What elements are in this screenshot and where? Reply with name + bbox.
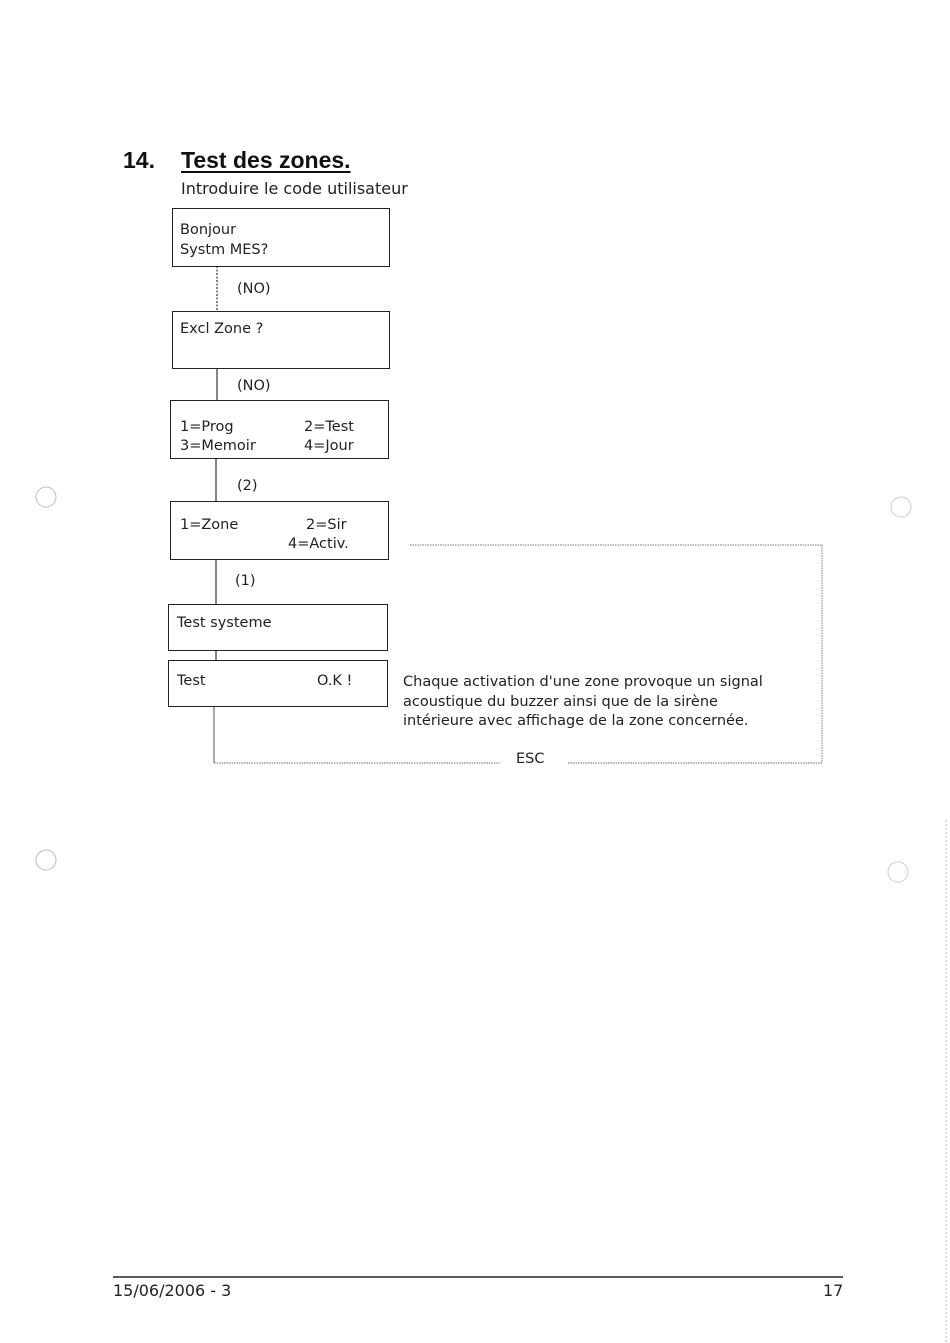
connector-label: (NO) <box>237 281 271 297</box>
intro-text: Introduire le code utilisateur <box>181 179 408 198</box>
lcd-screen-test-menu <box>170 501 389 560</box>
lcd-screen-excl-zone <box>172 311 390 369</box>
lcd-line: Excl Zone ? <box>180 321 264 337</box>
lcd-line: 1=Prog <box>180 419 234 435</box>
lcd-line: Systm MES? <box>180 242 269 258</box>
page-number: 17 <box>823 1281 844 1300</box>
section-number: 14. <box>123 147 155 173</box>
lcd-line: 2=Sir <box>306 517 347 533</box>
lcd-screen-test-ok <box>168 660 388 707</box>
section-title: Test des zones. <box>181 147 351 173</box>
esc-label: ESC <box>516 751 545 767</box>
lcd-screen-main-menu <box>170 400 389 459</box>
lcd-line: Test systeme <box>177 615 272 631</box>
lcd-line: 2=Test <box>304 419 354 435</box>
lcd-line: 1=Zone <box>180 517 239 533</box>
lcd-line: Test <box>177 673 206 689</box>
lcd-line: 4=Activ. <box>288 536 349 552</box>
lcd-line: 3=Memoir <box>180 438 256 454</box>
lcd-line: O.K ! <box>317 673 353 689</box>
lcd-screen-test-system <box>168 604 388 651</box>
lcd-line: Bonjour <box>180 222 237 238</box>
connector-label: (2) <box>237 478 258 494</box>
connector-label: (1) <box>235 573 256 589</box>
connector-label: (NO) <box>237 378 271 394</box>
test-note: Chaque activation d'une zone provoque un signal acoustique du buzzer ainsi que de la sirène intérieure avec affichage de la zone concernée. <box>403 674 763 729</box>
lcd-screen-welcome <box>172 208 390 267</box>
footer-date: 15/06/2006 - 3 <box>113 1281 232 1300</box>
lcd-line: 4=Jour <box>304 438 354 454</box>
